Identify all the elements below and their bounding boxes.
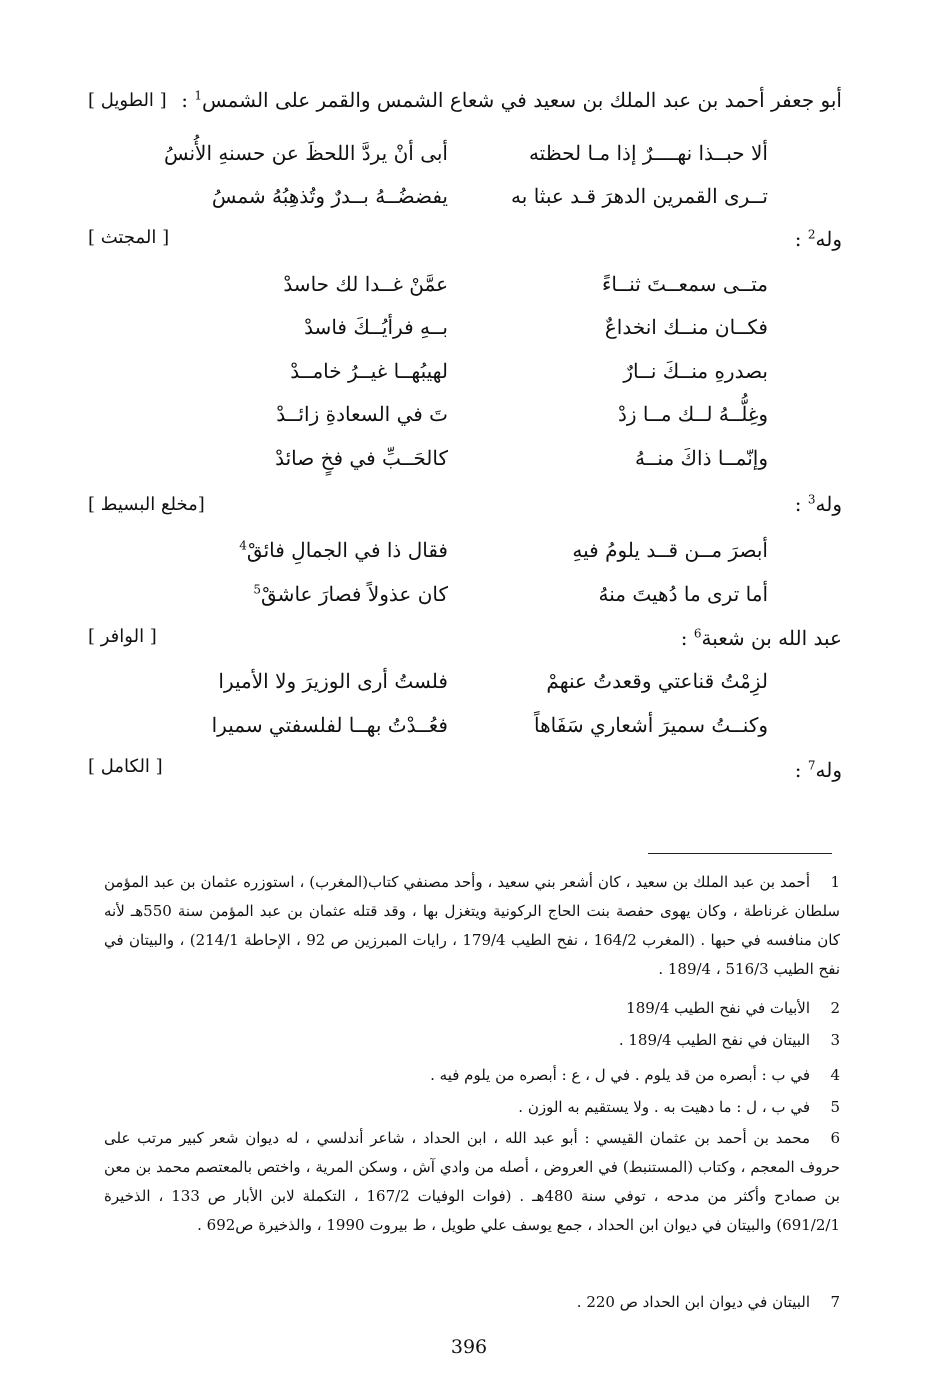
footnote-number: 3 [830,1031,840,1049]
footnote-text: البيتان في ديوان ابن الحداد ص 220 . [576,1293,810,1311]
heading-colon: : [794,492,808,516]
meter-label: [ المجتث ] [88,227,170,248]
verse-first-hemistich: متــى سمعــتَ ثنــاءً [602,272,768,296]
entry-heading [681,626,842,650]
heading-text: أبو جعفر أحمد بن عبد الملك بن سعيد في شعاع الشمس والقمر على الشمس [202,88,842,112]
heading-colon: : [680,626,694,650]
footnote-number: 6 [830,1129,840,1147]
footnote-ref: 6 [693,626,702,641]
verse-second-hemistich [239,538,448,562]
footnote-ref: 3 [807,492,816,507]
verse-second-hemistich: فلستُ أرى الوزيرَ ولا الأميرا [218,669,448,693]
footnote-ref: 5 [253,582,261,597]
entry-heading [181,88,842,112]
verse-first-hemistich: ألا حبــذا نهــــرٌ إذا مـا لحظته [528,141,768,165]
page-number: 396 [450,1336,488,1358]
meter-label: [ الكامل ] [88,756,163,777]
verse-first-hemistich: وغِلُّــهُ لــك مــا زدْ [617,402,768,426]
verse-first-hemistich: أما ترى ما دُهيتَ منهُ [598,582,768,606]
verse-second-hemistich: عمَّنْ غــدا لك حاسدْ [283,272,448,296]
footnote-ref: 1 [194,88,203,103]
footnote [104,1061,840,1090]
entry-heading [795,758,842,782]
footnote [104,1093,840,1122]
hemistich-text: كان عذولاً فصارَ عاشقْ [261,582,448,606]
heading-text: وله [815,758,842,782]
footnote-text: أحمد بن عبد الملك بن سعيد ، كان أشعر بني سعيد ، وأحد مصنفي كتاب(المغرب) ، استوزره عثمان بن عبد المؤمن سلطان غرناطة ، وكان يهوى حفصة بنت الحاج الركونية ويتغزل بها ، وقد قتله عثمان بن عبد المؤمن سنة 550هـ لأنه كان منافسه في حبها . (المغرب 164/2 ، نفح الطيب 179/4 ، رايات المبرزين ص 92 ، الإحاطة 214/1) ، والبيتان في نفح الطيب 516/3 ، 189/4 . [104,873,840,978]
footnote [104,1026,840,1055]
heading-colon: : [181,88,195,112]
footnote-number: 2 [830,999,840,1017]
verse-second-hemistich [253,582,448,606]
meter-label: [ الوافر ] [88,626,157,647]
verse-first-hemistich: فكــان منــك انخداعٌ [604,315,768,339]
hemistich-text: فقال ذا في الجمالِ فائقْ [246,538,448,562]
footnote-text: البيتان في نفح الطيب 189/4 . [618,1031,810,1049]
footnote-separator [648,853,832,854]
heading-colon: : [794,758,808,782]
footnote-text: في ب ، ل : ما دهيت به . ولا يستقيم به الوزن . [518,1098,810,1116]
verse-first-hemistich: لزِمْتُ قناعتي وقعدتُ عنهمْ [546,669,768,693]
footnote-number: 1 [830,873,840,891]
verse-second-hemistich: أبى أنْ يردَّ اللحظَ عن حسنهِ الأُنسُ [163,141,448,165]
heading-colon: : [794,227,808,251]
verse-first-hemistich: وكنــتُ سميرَ أشعاري سَفَاهاً [533,713,768,737]
entry-heading [795,492,842,516]
verse-second-hemistich: بــهِ فرأيُــكَ فاسدْ [304,315,448,339]
verse-second-hemistich: تَ في السعادةِ زائــدْ [276,402,448,426]
meter-label: [ الطويل ] [88,90,167,111]
meter-label: [مخلع البسيط ] [88,494,205,515]
heading-text: وله [815,492,842,516]
footnote [104,994,840,1023]
verse-first-hemistich: بصدرهِ منــكَ نــارٌ [623,359,768,383]
verse-second-hemistich: لهيبُهــا غيــرُ خامــدْ [290,359,448,383]
entry-heading [795,227,842,251]
verse-first-hemistich: أبصرَ مــن قــد يلومُ فيهِ [572,538,768,562]
footnote-number: 5 [830,1098,840,1116]
heading-text: وله [815,227,842,251]
verse-first-hemistich: وإنّمــا ذاكَ منــهُ [634,446,768,470]
footnote-ref: 2 [807,227,816,242]
verse-first-hemistich: تــرى القمرين الدهرَ قـد عبثا به [511,184,768,208]
footnote-ref: 4 [239,538,247,553]
footnote-ref: 7 [807,758,816,773]
footnote [104,868,840,984]
heading-text: عبد الله بن شعبة [701,626,842,650]
footnote-text: الأبيات في نفح الطيب 189/4 [626,999,810,1017]
footnote [104,1124,840,1240]
verse-second-hemistich: كالحَــبِّ في فخٍ صائدْ [275,446,448,470]
footnote-number: 7 [830,1293,840,1311]
verse-second-hemistich: يفضضُــهُ بــدرٌ وتُذهِبُهُ شمسُ [211,184,448,208]
footnote [104,1288,840,1317]
footnote-text: محمد بن أحمد بن عثمان القيسي : أبو عبد الله ، ابن الحداد ، شاعر أندلسي ، له ديوان شعر كبير مرتب على حروف المعجم ، وكتاب (المستنبط) في العروض ، أصله من وادي آش ، وسكن المرية ، واختص بالمعتصم محمد بن معن بن صمادح وأكثر من مدحه ، توفي سنة 480هـ . (فوات الوفيات 167/2 ، التكملة لابن الأبار ص 133 ، الذخيرة 691/2/1) والبيتان في ديوان ابن الحداد ، جمع يوسف علي طويل ، ط بيروت 1990 ، والذخيرة ص692 . [104,1129,840,1234]
footnote-number: 4 [830,1066,840,1084]
footnote-text: في ب : أبصره من قد يلوم . في ل ، ع : أبصره من يلوم فيه . [430,1066,810,1084]
verse-second-hemistich: فعُــدْتُ بهــا لفلسفتي سميرا [211,713,448,737]
